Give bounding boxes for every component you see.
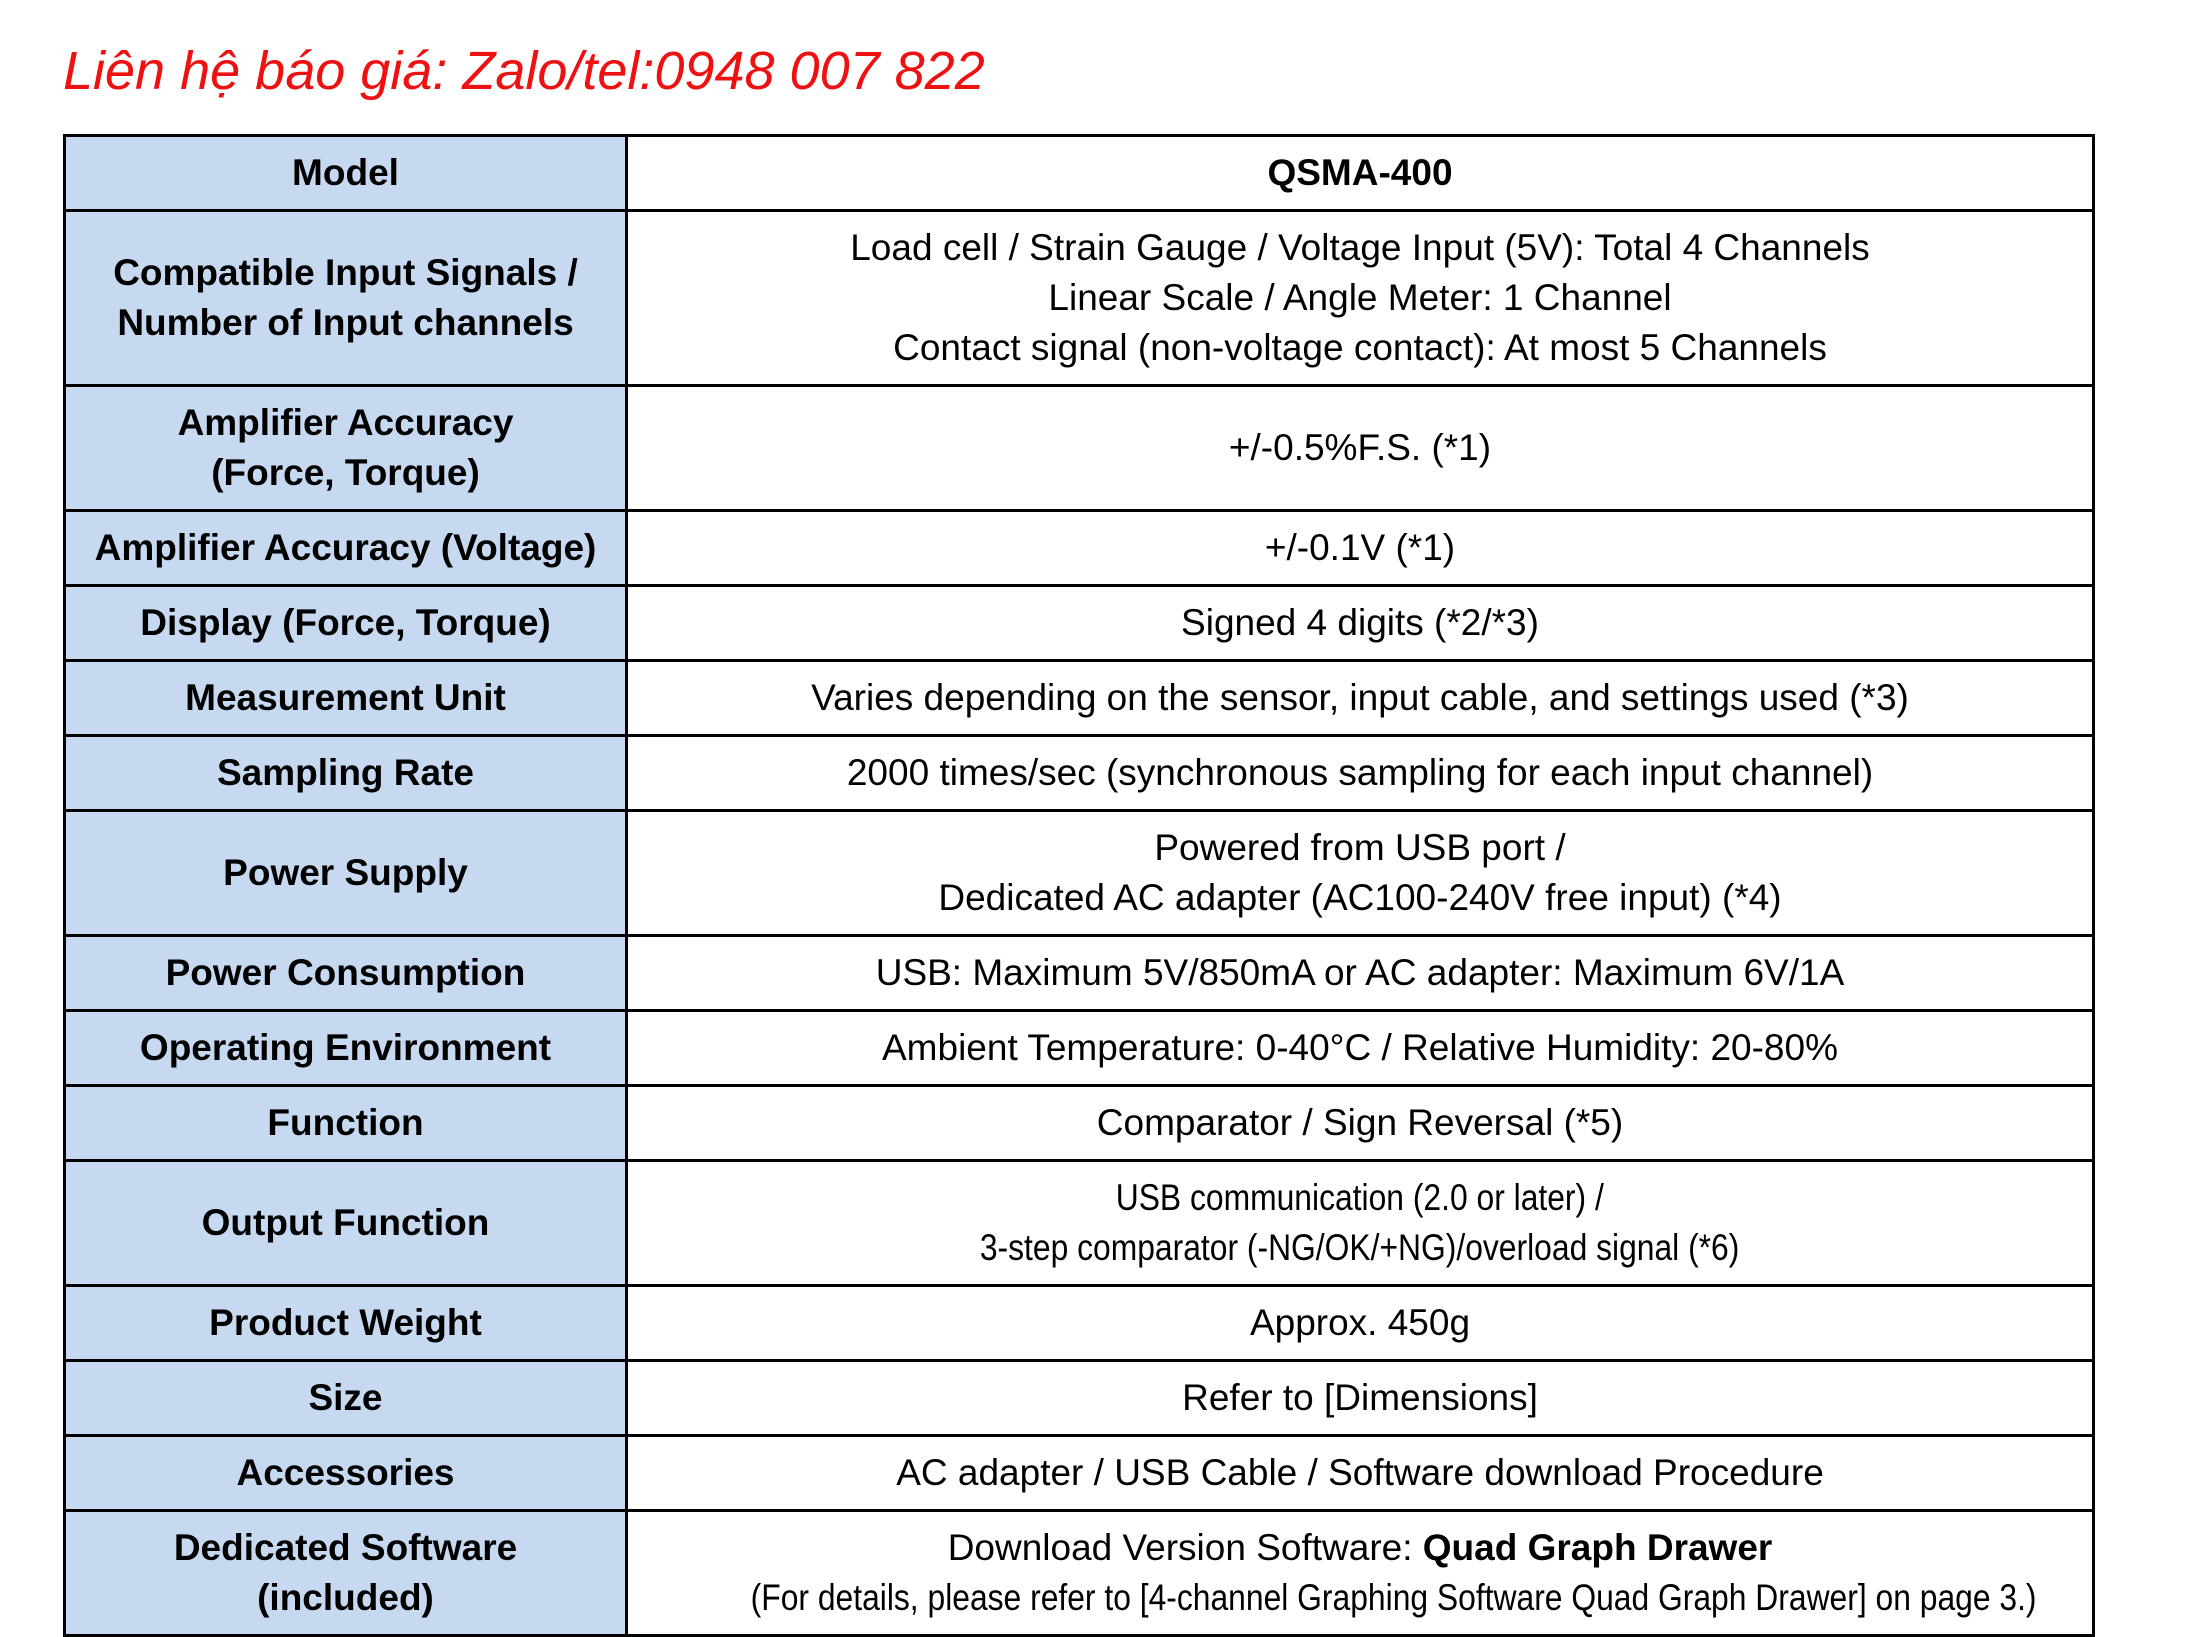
value-text: Powered from USB port / xyxy=(1154,827,1566,868)
spec-value-power-supply xyxy=(627,811,2094,936)
label-line: Output Function xyxy=(201,1202,490,1243)
spec-label-power-supply xyxy=(65,811,627,936)
value-line xyxy=(646,1373,2074,1423)
spec-row-display-force-torque xyxy=(65,586,2094,661)
spec-value-product-weight xyxy=(627,1286,2094,1361)
value-text: Varies depending on the sensor, input cable, and settings used (*3) xyxy=(811,677,1909,718)
value-text: 2000 times/sec (synchronous sampling for each input channel) xyxy=(846,752,1874,793)
value-line xyxy=(646,673,2074,723)
label-line: Product Weight xyxy=(209,1302,482,1343)
spec-value-display-force-torque xyxy=(627,586,2094,661)
label-line: Size xyxy=(308,1377,383,1418)
value-text: (For details, please refer to [4-channel Graphing Software Quad Graph Drawer] on page 3.) xyxy=(750,1577,2037,1618)
value-line xyxy=(646,1223,2074,1273)
spec-value-measurement-unit xyxy=(627,661,2094,736)
spec-value-model xyxy=(627,136,2094,211)
contact-banner-text: Liên hệ báo giá: Zalo/tel:0948 007 822 xyxy=(63,41,985,101)
spec-label-accessories xyxy=(65,1436,627,1511)
spec-value-function xyxy=(627,1086,2094,1161)
spec-row-product-weight xyxy=(65,1286,2094,1361)
spec-label-power-consumption xyxy=(65,936,627,1011)
spec-value-compatible-input-signals xyxy=(627,211,2094,386)
value-line xyxy=(646,948,2074,998)
label-line: (Force, Torque) xyxy=(211,452,480,493)
value-line-condensed xyxy=(980,1223,1740,1273)
value-line xyxy=(646,598,2074,648)
value-line xyxy=(646,1573,2074,1623)
label-line: Model xyxy=(292,152,399,193)
label-line: Amplifier Accuracy xyxy=(177,402,514,443)
spec-label-function xyxy=(65,1086,627,1161)
spec-row-model xyxy=(65,136,2094,211)
spec-row-operating-environment xyxy=(65,1011,2094,1086)
spec-label-product-weight xyxy=(65,1286,627,1361)
spec-table xyxy=(63,134,2095,1637)
spec-label-operating-environment xyxy=(65,1011,627,1086)
label-line: Amplifier Accuracy (Voltage) xyxy=(94,527,597,568)
label-line: Accessories xyxy=(236,1452,455,1493)
value-line xyxy=(646,273,2074,323)
value-line-condensed xyxy=(1116,1173,1604,1223)
value-text: Dedicated AC adapter (AC100-240V free input) (*4) xyxy=(938,877,1782,918)
label-line: Power Supply xyxy=(223,852,468,893)
spec-row-power-supply xyxy=(65,811,2094,936)
value-text: Approx. 450g xyxy=(1249,1302,1471,1343)
value-text: USB communication (2.0 or later) / xyxy=(1115,1177,1605,1218)
value-line xyxy=(646,823,2074,873)
spec-label-display-force-torque xyxy=(65,586,627,661)
value-text: QSMA-400 xyxy=(1267,152,1453,193)
value-text: Contact signal (non-voltage contact): At most 5 Channels xyxy=(893,327,1827,368)
value-text: +/-0.1V (*1) xyxy=(1264,527,1456,568)
label-line: Dedicated Software xyxy=(173,1527,518,1568)
spec-row-amplifier-accuracy-voltage xyxy=(65,511,2094,586)
spec-row-output-function xyxy=(65,1161,2094,1286)
value-text: Download Version Software: xyxy=(947,1527,1423,1568)
label-line: Display (Force, Torque) xyxy=(140,602,551,643)
value-text: Signed 4 digits (*2/*3) xyxy=(1181,602,1539,643)
value-text: Linear Scale / Angle Meter: 1 Channel xyxy=(1048,277,1672,318)
value-text: USB: Maximum 5V/850mA or AC adapter: Maximum 6V/1A xyxy=(875,952,1845,993)
value-text: Load cell / Strain Gauge / Voltage Input (5V): Total 4 Channels xyxy=(850,227,1870,268)
spec-label-dedicated-software xyxy=(65,1511,627,1636)
label-line: Power Consumption xyxy=(165,952,526,993)
spec-value-amplifier-accuracy-voltage xyxy=(627,511,2094,586)
label-line: Compatible Input Signals / xyxy=(113,252,578,293)
value-line xyxy=(646,223,2074,273)
value-line xyxy=(646,748,2074,798)
value-line xyxy=(646,148,2074,198)
spec-value-amplifier-accuracy-force-torque xyxy=(627,386,2094,511)
value-line xyxy=(646,1298,2074,1348)
value-text: Quad Graph Drawer xyxy=(1422,1527,1773,1568)
value-line xyxy=(646,1448,2074,1498)
spec-row-compatible-input-signals xyxy=(65,211,2094,386)
value-text: AC adapter / USB Cable / Software download Procedure xyxy=(896,1452,1824,1493)
spec-label-measurement-unit xyxy=(65,661,627,736)
value-line xyxy=(646,1023,2074,1073)
spec-label-size xyxy=(65,1361,627,1436)
spec-value-power-consumption xyxy=(627,936,2094,1011)
spec-row-dedicated-software xyxy=(65,1511,2094,1636)
spec-value-output-function xyxy=(627,1161,2094,1286)
spec-value-accessories xyxy=(627,1436,2094,1511)
spec-row-function xyxy=(65,1086,2094,1161)
label-line: Function xyxy=(267,1102,424,1143)
spec-label-sampling-rate xyxy=(65,736,627,811)
spec-row-size xyxy=(65,1361,2094,1436)
label-line: Sampling Rate xyxy=(217,752,474,793)
spec-label-model xyxy=(65,136,627,211)
spec-label-output-function xyxy=(65,1161,627,1286)
value-line xyxy=(646,523,2074,573)
value-line xyxy=(646,1523,2074,1573)
value-line xyxy=(646,423,2074,473)
value-text: Comparator / Sign Reversal (*5) xyxy=(1096,1102,1624,1143)
value-text: +/-0.5%F.S. (*1) xyxy=(1228,427,1492,468)
value-line xyxy=(646,1098,2074,1148)
value-line xyxy=(646,323,2074,373)
spec-label-compatible-input-signals xyxy=(65,211,627,386)
spec-value-dedicated-software xyxy=(627,1511,2094,1636)
label-line: Operating Environment xyxy=(139,1027,552,1068)
spec-row-sampling-rate xyxy=(65,736,2094,811)
spec-row-measurement-unit xyxy=(65,661,2094,736)
value-text: 3-step comparator (-NG/OK/+NG)/overload signal (*6) xyxy=(980,1227,1740,1268)
spec-label-amplifier-accuracy-voltage xyxy=(65,511,627,586)
spec-value-operating-environment xyxy=(627,1011,2094,1086)
spec-row-accessories xyxy=(65,1436,2094,1511)
label-line: Number of Input channels xyxy=(117,302,574,343)
spec-row-power-consumption xyxy=(65,936,2094,1011)
spec-value-size xyxy=(627,1361,2094,1436)
value-line xyxy=(646,873,2074,923)
spec-row-amplifier-accuracy-force-torque xyxy=(65,386,2094,511)
spec-label-amplifier-accuracy-force-torque xyxy=(65,386,627,511)
value-text: Refer to [Dimensions] xyxy=(1182,1377,1538,1418)
value-text: Ambient Temperature: 0-40°C / Relative Humidity: 20-80% xyxy=(882,1027,1838,1068)
spec-value-sampling-rate xyxy=(627,736,2094,811)
value-line-condensed xyxy=(751,1573,2037,1623)
spec-table-body xyxy=(65,136,2094,1636)
value-line xyxy=(646,1173,2074,1223)
label-line: Measurement Unit xyxy=(185,677,506,718)
label-line: (included) xyxy=(257,1577,434,1618)
